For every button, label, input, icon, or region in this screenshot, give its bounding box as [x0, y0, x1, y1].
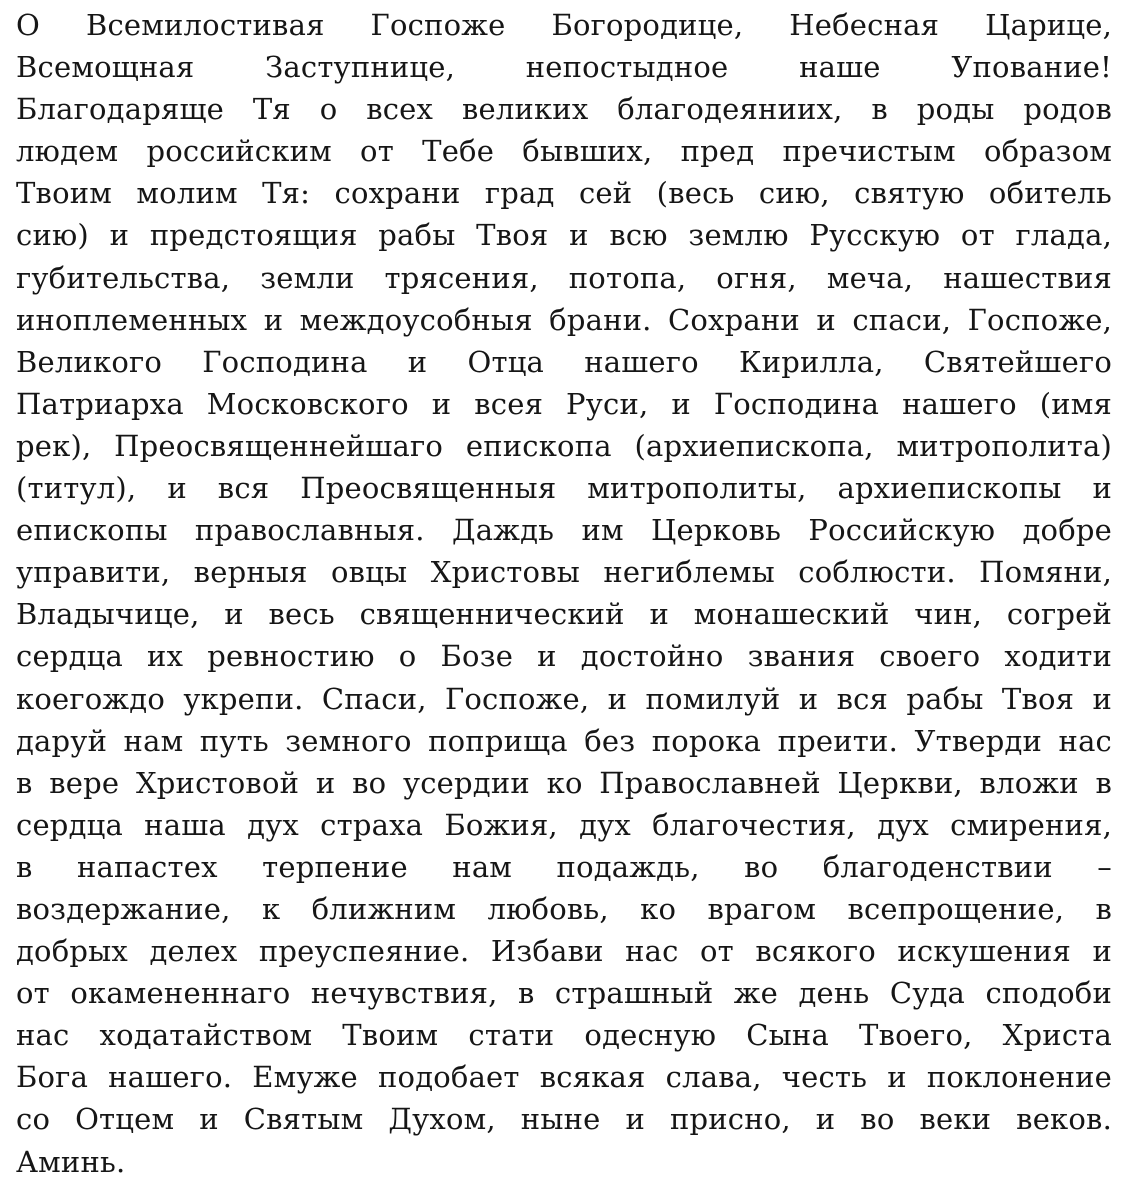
prayer-line: Патриарха Московского и всея Руси, и Господина нашего (имя — [16, 386, 1112, 421]
prayer-line-amen: Аминь. — [16, 1144, 126, 1179]
prayer-line: Благодаряще Тя о всех великих благодеяниих, в роды родов — [16, 92, 1112, 127]
prayer-line: Твоим молим Тя: сохрани град сей (весь сию, святую обитель — [16, 176, 1112, 211]
prayer-line: от окамененнаго нечувствия, в страшный же день Суда сподоби — [16, 976, 1112, 1011]
prayer-line: губительства, земли трясения, потопа, огня, меча, нашествия — [16, 260, 1112, 295]
prayer-line: иноплеменных и междоусобныя брани. Сохрани и спаси, Госпоже, — [16, 302, 1112, 337]
prayer-line: воздержание, к ближним любовь, ко врагом всепрощение, в — [16, 891, 1112, 926]
prayer-line: сердца их ревностию о Бозе и достойно звания своего ходити — [16, 639, 1112, 674]
prayer-line: людем российским от Тебе бывших, пред пречистым образом — [16, 134, 1112, 169]
prayer-line: Великого Господина и Отца нашего Кирилла, Святейшего — [16, 344, 1112, 379]
prayer-line: нас ходатайством Твоим стати одесную Сына Твоего, Христа — [16, 1018, 1112, 1053]
prayer-line: управити, верныя овцы Христовы негиблемы соблюсти. Помяни, — [16, 555, 1112, 590]
prayer-line: со Отцем и Святым Духом, ныне и присно, и во веки веков. — [16, 1102, 1112, 1137]
prayer-text — [16, 4, 1112, 1183]
prayer-line: в напастех терпение нам подаждь, во благоденствии – — [16, 849, 1112, 884]
prayer-line: рек), Преосвященнейшаго епископа (архиепископа, митрополита) — [16, 428, 1112, 463]
prayer-line: в вере Христовой и во усердии ко Православней Церкви, вложи в — [16, 765, 1112, 800]
prayer-line: епископы православныя. Даждь им Церковь Российскую добре — [16, 513, 1112, 548]
prayer-line: Всемощная Заступнице, непостыдное наше Упование! — [16, 50, 1112, 85]
prayer-line: добрых делех преуспеяние. Избави нас от всякого искушения и — [16, 934, 1112, 969]
prayer-line: коегождо укрепи. Спаси, Госпоже, и помилуй и вся рабы Твоя и — [16, 681, 1112, 716]
prayer-line: сию) и предстоящия рабы Твоя и всю землю Русскую от глада, — [16, 218, 1112, 253]
prayer-line: О Всемилостивая Госпоже Богородице, Небесная Царице, — [16, 8, 1112, 42]
prayer-line: даруй нам путь земного поприща без порока преити. Утверди нас — [16, 723, 1112, 758]
prayer-line: сердца наша дух страха Божия, дух благочестия, дух смирения, — [16, 807, 1112, 842]
prayer-line: Бога нашего. Емуже подобает всякая слава, честь и поклонение — [16, 1060, 1112, 1095]
prayer-line: Владычице, и весь священнический и монашеский чин, согрей — [16, 597, 1112, 632]
prayer-line: (титул), и вся Преосвященныя митрополиты, архиепископы и — [16, 471, 1112, 506]
